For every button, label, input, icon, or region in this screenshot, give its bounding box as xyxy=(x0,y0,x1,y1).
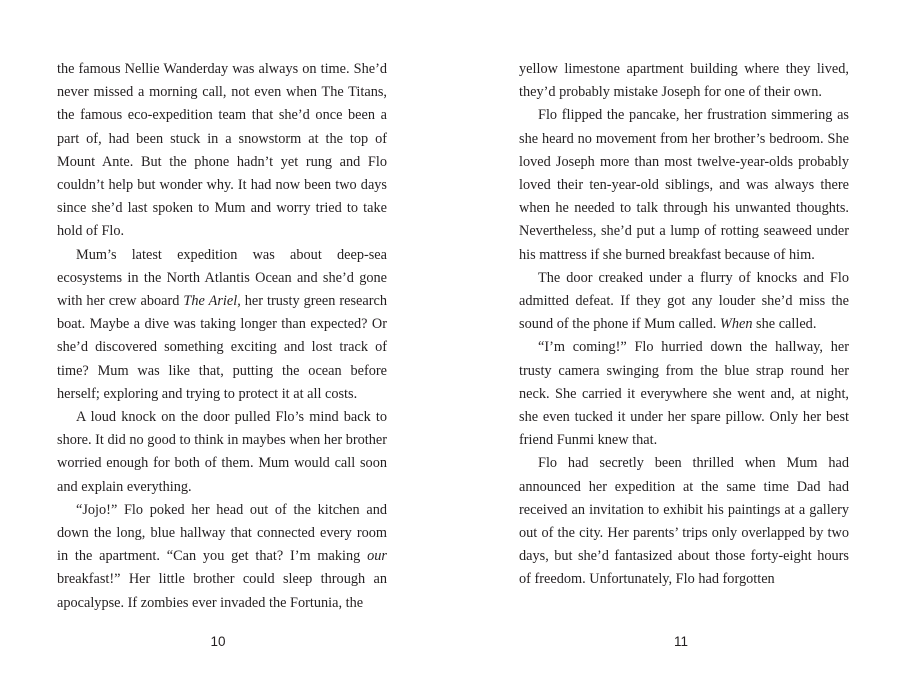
text-segment: , her trusty green research boat. Maybe a dive was taking longer than expected? Or she’d discovered something exciting and lost track of time? Mum was like that, putting the ocean before herself; exploring and trying to protect it at all costs. xyxy=(57,293,387,402)
text-segment: the famous Nellie Wanderday was always on time. She’d never missed a morning call, not even when The Titans, the famous eco-expedition team that she’d once been a part of, had been stuck in a snowstorm at the top of Mount Ante. But the phone hadn’t yet rung and Flo couldn’t help but wonder why. It had now been two days since she’d last spoken to Mum and worry tried to take hold of Flo. xyxy=(57,61,387,240)
text-segment: “Jojo!” Flo poked her head out of the kitchen and down the long, blue hallway that connected every room in the apartment. “Can you get that? I’m making xyxy=(57,501,387,565)
text-segment: The door creaked under a flurry of knocks and Flo admitted defeat. If they got any louder she’d miss the sound of the phone if Mum called. xyxy=(519,269,849,333)
paragraph xyxy=(519,58,849,104)
text-segment: “I’m coming!” Flo hurried down the hallway, her trusty camera swinging from the blue strap round her neck. She carried it everywhere she went and, at night, she even tucked it under her spare pillow. Only her best friend Funmi knew that. xyxy=(519,339,849,449)
paragraph xyxy=(519,267,849,337)
paragraph xyxy=(519,452,849,591)
text-segment: breakfast!” Her little brother could sleep through an apocalypse. If zombies ever invaded the Fortunia, the xyxy=(57,571,387,611)
text-segment: A loud knock on the door pulled Flo’s mind back to shore. It did no good to think in maybes when her brother worried enough for both of them. Mum would call soon and explain everything. xyxy=(57,409,387,495)
text-segment: yellow limestone apartment building where they lived, they’d probably mistake Joseph for one of their own. xyxy=(519,61,849,101)
text-segment: Mum’s latest expedition was about deep-sea ecosystems in the North Atlantis Ocean and she’d gone with her crew aboard xyxy=(57,246,387,310)
paragraph xyxy=(519,336,849,452)
paragraph xyxy=(57,499,387,615)
italic-text-segment: The Ariel xyxy=(183,293,238,310)
left-page-number: 10 xyxy=(210,634,226,649)
italic-text-segment: When xyxy=(719,316,753,333)
right-page-body xyxy=(519,58,849,592)
text-segment: she called. xyxy=(752,316,817,333)
text-segment: Flo flipped the pancake, her frustration simmering as she heard no movement from her brother’s bedroom. She loved Joseph more than most twelve-year-olds probably loved their ten-year-old siblings, and was always there when he needed to talk through his unwanted thoughts. Nevertheless, she’d put a lump of rotting seaweed under his mattress if she burned breakfast because of him. xyxy=(519,107,849,263)
italic-text-segment: our xyxy=(367,548,387,565)
left-page-body xyxy=(57,58,387,615)
paragraph xyxy=(57,406,387,499)
right-page-number: 11 xyxy=(673,634,688,649)
paragraph xyxy=(57,244,387,406)
text-segment: Flo had secretly been thrilled when Mum had announced her expedition at the same time Dad had received an invitation to exhibit his paintings at a gallery out of the city. Her parents’ trips only overlapped by two days, but she’d fantasized about those forty-eight hours of freedom. Unfortunately, Flo had forgotten xyxy=(519,455,849,588)
paragraph xyxy=(57,58,387,244)
paragraph xyxy=(519,104,849,266)
